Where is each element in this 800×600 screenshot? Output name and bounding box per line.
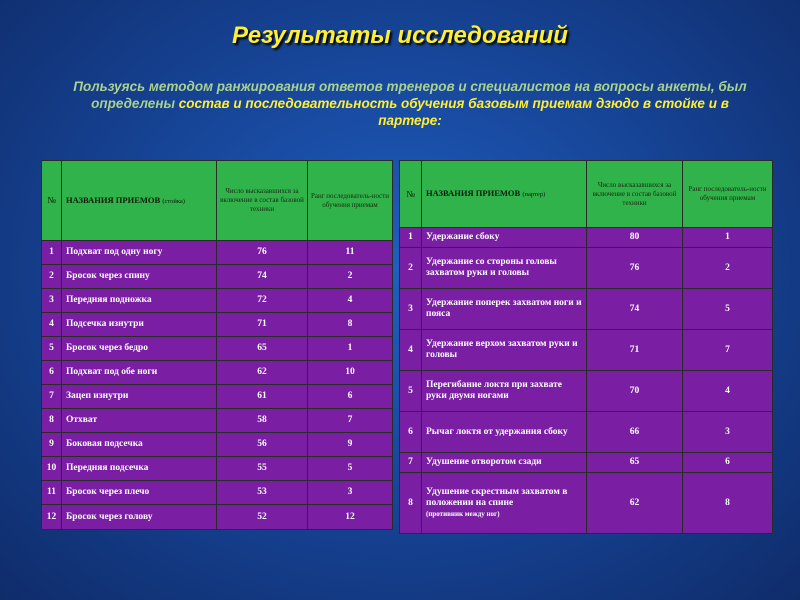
learning-rank-text: 3 [725,426,730,437]
learning-rank [683,412,773,453]
learning-rank-text: 4 [725,385,730,396]
learning-rank-text: 5 [347,463,353,473]
header-rank: Ранг последователь-ности обучения приемам [308,161,393,241]
header-number: № [42,161,62,241]
table-row [400,371,773,412]
technique-name-text: Передняя подножка [66,295,152,305]
technique-name [422,371,587,412]
technique-name [422,473,587,534]
technique-name [422,330,587,371]
technique-name [62,433,217,457]
technique-name-text: Удержание верхом захватом руки и головы [426,339,578,360]
table-row [42,241,393,265]
learning-rank [308,457,393,481]
vote-count [217,241,308,265]
header-rank: Ранг последователь-ности обучения приемам [683,161,773,228]
row-number-text: 1 [49,247,54,257]
technique-name [62,361,217,385]
vote-count [587,473,683,534]
vote-count [217,409,308,433]
row-number [42,241,62,265]
technique-name [422,228,587,248]
learning-rank [683,248,773,289]
learning-rank-text: 4 [347,295,353,305]
learning-rank-text: 5 [725,303,730,314]
table-row [400,289,773,330]
vote-count [217,313,308,337]
row-number [42,409,62,433]
header-name-note: (партер) [522,191,546,198]
learning-rank-text: 12 [345,511,355,522]
vote-count [217,265,308,289]
vote-count-text: 76 [629,262,640,273]
row-number-text: 3 [49,295,54,305]
vote-count-text: 76 [257,247,267,257]
row-number [42,385,62,409]
row-number-text: 10 [46,463,57,473]
technique-name-text: Удержание со стороны головы захватом руки и головы [426,257,557,278]
learning-rank-text: 3 [347,487,353,497]
learning-rank-text: 6 [347,391,353,401]
vote-count-text: 70 [629,385,640,396]
table-row [42,457,393,481]
vote-count-text: 55 [257,463,267,473]
table-row [42,265,393,289]
table-row [400,228,773,248]
technique-name [62,481,217,505]
learning-rank [308,361,393,385]
vote-count-text: 62 [629,497,640,508]
row-number [400,371,422,412]
technique-name [62,337,217,361]
vote-count [217,505,308,530]
table-header-row [400,161,773,228]
table-row [400,412,773,453]
row-number [42,481,62,505]
standing-techniques-table [41,160,393,530]
header-count: Число высказавшихся за включение в состав базовой техники [217,161,308,241]
table-row [42,361,393,385]
row-number [42,457,62,481]
vote-count [217,433,308,457]
learning-rank-text: 2 [347,271,353,281]
technique-name-text: Передняя подсечка [66,463,149,473]
technique-name [422,289,587,330]
row-number-text: 3 [408,303,413,314]
table-row [42,481,393,505]
vote-count [587,371,683,412]
learning-rank-text: 8 [725,497,730,508]
row-number [42,313,62,337]
vote-count [217,481,308,505]
technique-name [422,453,587,473]
technique-name [62,457,217,481]
vote-count-text: 65 [629,457,640,467]
header-name-text: НАЗВАНИЯ ПРИЕМОВ [66,194,161,205]
vote-count [587,248,683,289]
learning-rank-text: 9 [347,439,353,449]
learning-rank-text: 7 [725,344,730,355]
vote-count-text: 65 [257,343,267,353]
subtitle-part-1: Пользуясь методом ранжирования ответов тренеров и специалистов на вопросы анкеты, был определены [73,79,747,111]
table-row [400,248,773,289]
learning-rank [308,481,393,505]
learning-rank [308,385,393,409]
row-number-text: 6 [49,367,54,377]
technique-name-text: Подсечка изнутри [66,319,144,329]
row-number-text: 2 [408,262,413,273]
learning-rank [683,228,773,248]
row-number [42,337,62,361]
row-number-text: 6 [408,426,413,437]
row-number [400,330,422,371]
slide-title: Результаты исследований [232,22,568,49]
row-number-text: 2 [49,271,54,281]
table-row [400,330,773,371]
technique-name-text: Боковая подсечка [66,439,143,449]
vote-count [587,453,683,473]
technique-name-text: Бросок через спину [66,271,150,281]
vote-count-text: 52 [257,511,267,522]
table-row [42,433,393,457]
technique-name [422,248,587,289]
learning-rank [683,473,773,534]
learning-rank [308,313,393,337]
header-name-note: (стойка) [162,197,185,205]
vote-count [217,457,308,481]
table-row [42,385,393,409]
technique-name [62,409,217,433]
learning-rank [308,241,393,265]
learning-rank [308,505,393,530]
vote-count [217,289,308,313]
slide-subtitle [60,78,760,129]
learning-rank [683,453,773,473]
table-row [400,453,773,473]
header-number: № [400,161,422,228]
row-number [400,248,422,289]
technique-name-text: Подхват под обе ноги [66,367,158,377]
row-number-text: 11 [47,487,56,497]
vote-count-text: 80 [629,232,640,242]
row-number-text: 5 [408,385,413,396]
technique-name-text: Бросок через голову [66,511,153,522]
row-number-text: 1 [408,232,413,242]
vote-count-text: 58 [257,415,267,425]
vote-count [587,330,683,371]
vote-count [217,361,308,385]
vote-count-text: 66 [629,426,640,437]
vote-count [587,228,683,248]
ground-techniques-table [399,160,773,534]
vote-count-text: 71 [629,344,640,355]
row-number [42,433,62,457]
subtitle-part-2: состав и последовательность обучения базовым приемам дзюдо в стойке и в партере: [178,96,729,128]
row-number-text: 7 [408,457,413,467]
learning-rank-text: 1 [347,343,353,353]
row-number-text: 8 [49,415,54,425]
technique-name [62,241,217,265]
table-row [42,505,393,530]
header-name-text: НАЗВАНИЯ ПРИЕМОВ [426,188,521,198]
learning-rank-text: 2 [725,262,730,273]
technique-name [62,289,217,313]
learning-rank [308,433,393,457]
learning-rank [683,330,773,371]
learning-rank-text: 8 [347,319,353,329]
technique-name-text: Отхват [66,415,98,425]
technique-name-text: Удержание сбоку [426,232,500,242]
learning-rank [308,289,393,313]
table-row [400,473,773,534]
table-row [42,289,393,313]
learning-rank [308,337,393,361]
vote-count [217,385,308,409]
technique-name-text: Рычаг локтя от удержания сбоку [426,426,568,437]
header-technique-name [422,161,587,228]
technique-name-text: Бросок через бедро [66,343,148,353]
learning-rank-text: 1 [725,232,730,242]
table-header-row [42,161,393,241]
vote-count-text: 61 [257,391,267,401]
technique-name [62,505,217,530]
table-row [42,337,393,361]
row-number [400,412,422,453]
technique-name-text: Зацеп изнутри [66,391,129,401]
table-row [42,409,393,433]
vote-count [217,337,308,361]
technique-name [422,412,587,453]
vote-count-text: 56 [257,439,267,449]
row-number-text: 4 [49,319,54,329]
row-number [42,265,62,289]
technique-name-text: Подхват под одну ногу [66,247,163,257]
vote-count-text: 62 [257,367,267,377]
row-number-text: 12 [46,511,57,522]
header-technique-name [62,161,217,241]
technique-name-text: Удержание поперек захватом ноги и пояса [426,298,582,319]
learning-rank [683,289,773,330]
technique-name-text: Удушение отворотом сзади [426,457,542,467]
technique-name [62,385,217,409]
technique-name-text: Перегибание локтя при захвате руки двумя ногами [426,380,562,401]
row-number [400,289,422,330]
learning-rank [308,409,393,433]
learning-rank [308,265,393,289]
row-number-text: 5 [49,343,54,353]
technique-name [62,313,217,337]
row-number-text: 4 [408,344,413,355]
row-number-text: 8 [408,497,413,508]
learning-rank-text: 10 [345,367,355,377]
technique-name [62,265,217,289]
learning-rank-text: 7 [347,415,353,425]
row-number [400,473,422,534]
row-number [400,453,422,473]
header-count: Число высказавшихся за включение в состав базовой техники [587,161,683,228]
vote-count-text: 53 [257,487,267,497]
vote-count-text: 74 [629,303,640,314]
row-number-text: 7 [49,391,54,401]
vote-count-text: 72 [257,295,267,305]
learning-rank [683,371,773,412]
row-number [42,289,62,313]
learning-rank-text: 11 [345,247,355,257]
vote-count [587,412,683,453]
row-number [42,361,62,385]
vote-count-text: 71 [257,319,267,329]
table-row [42,313,393,337]
technique-name-text: Бросок через плечо [66,487,150,497]
vote-count-text: 74 [257,271,267,281]
row-number-text: 9 [49,439,54,449]
technique-name-text: Удушение скрестным захватом в положении на спине [426,486,568,508]
row-number [400,228,422,248]
vote-count [587,289,683,330]
row-number [42,505,62,530]
technique-note: (противник между ног) [426,509,500,518]
learning-rank-text: 6 [725,457,730,467]
